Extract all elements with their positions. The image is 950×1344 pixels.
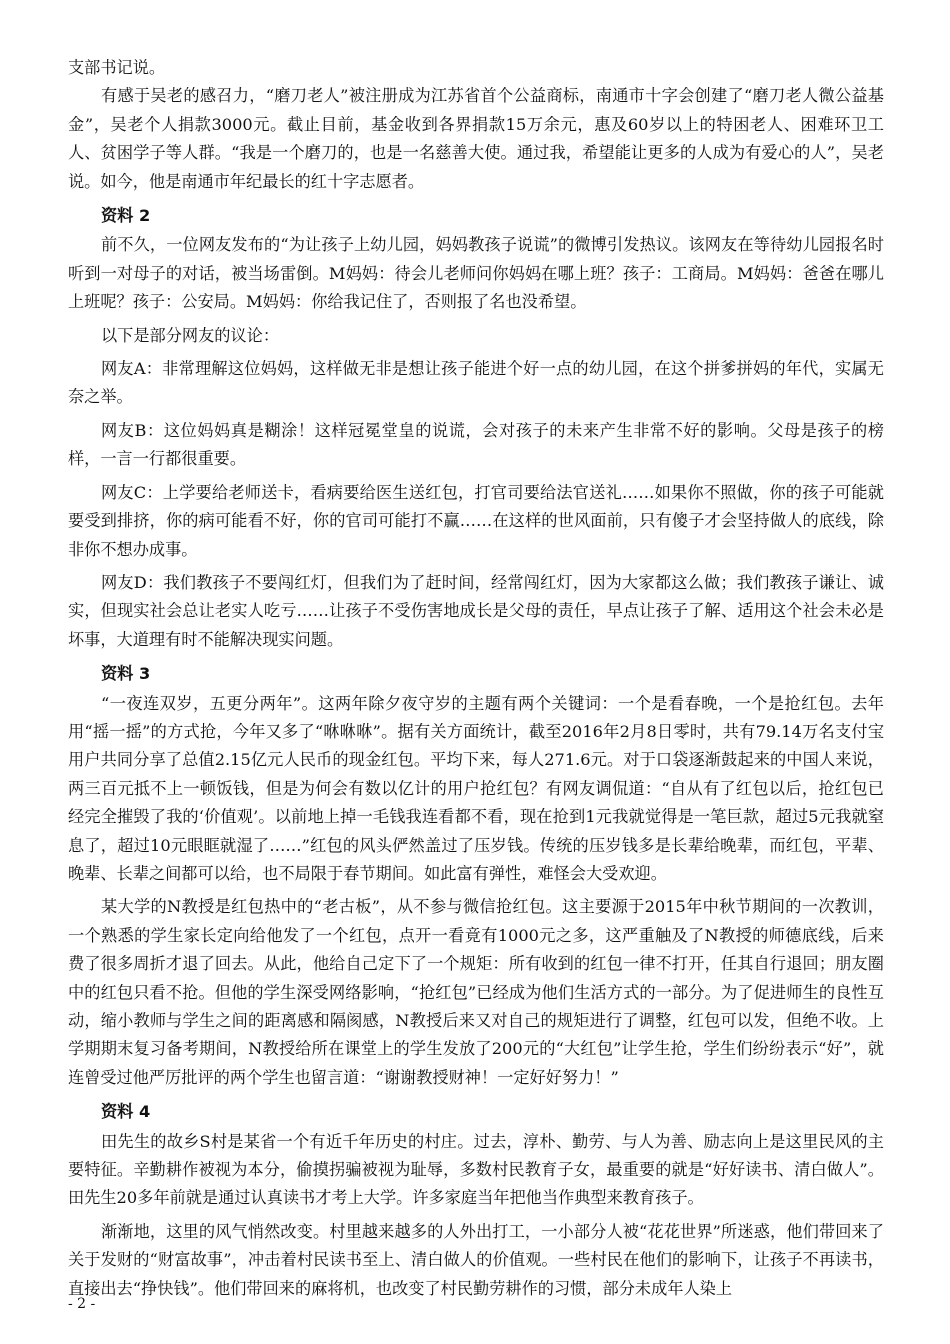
document-body: [68, 54, 884, 1303]
paragraph: 前不久，一位网友发布的“为让孩子上幼儿园，妈妈教孩子说谎”的微博引发热议。该网友在等待幼儿园报名时听到一对母子的对话，被当场雷倒。M妈妈：待会儿老师问你妈妈在哪上班？孩子：工商局。M妈妈：爸爸在哪儿上班呢？孩子：公安局。M妈妈：你给我记住了，否则报了名也没希望。: [68, 235, 884, 312]
section-heading: 资料 3: [101, 664, 151, 684]
paragraph: 网友C：上学要给老师送卡，看病要给医生送红包，打官司要给法官送礼……如果你不照做，你的孩子可能就要受到排挤，你的病可能看不好，你的官司可能打不赢……在这样的世风面前，只有傻子才会坚持做人的底线，除非你不想办成事。: [68, 482, 884, 559]
section-heading: 资料 4: [101, 1102, 151, 1122]
paragraph: 支部书记说。: [68, 58, 166, 77]
paragraph: 网友A：非常理解这位妈妈，这样做无非是想让孩子能进个好一点的幼儿园，在这个拼爹拼妈的年代，实属无奈之举。: [68, 359, 884, 407]
paragraph: “一夜连双岁，五更分两年”。这两年除夕夜守岁的主题有两个关键词：一个是看春晚，一个是抢红包。去年用“摇一摇”的方式抢，今年又多了“咻咻咻”。据有关方面统计，截至2016年2月8日零时，共有79.14万名支付宝用户共同分享了总值2.15亿元人民币的现金红包。平均下来，每人271.6元。对于口袋逐渐鼓起来的中国人来说，两三百元抵不上一顿饭钱，但是为何会有数以亿计的用户抢红包？有网友调侃道：“自从有了红包以后，抢红包已经完全摧毁了我的‘价值观’。以前地上掉一毛钱我连看都不看，现在抢到1元我就觉得是一笔巨款，超过5元我就窒息了，超过10元眼眶就湿了……”红包的风头俨然盖过了压岁钱。传统的压岁钱多是长辈给晚辈，而红包，平辈、晚辈、长辈之间都可以给，也不局限于春节期间。如此富有弹性，难怪会大受欢迎。: [68, 693, 884, 883]
paragraph: 网友D：我们教孩子不要闯红灯，但我们为了赶时间，经常闯红灯，因为大家都这么做；我们教孩子谦让、诚实，但现实社会总让老实人吃亏……让孩子不受伤害地成长是父母的责任，早点让孩子了解、适用这个社会未必是坏事，大道理有时不能解决现实问题。: [68, 572, 884, 649]
page-number: - 2 -: [68, 1296, 96, 1312]
section-heading: 资料 2: [101, 206, 151, 226]
paragraph: 网友B：这位妈妈真是糊涂！这样冠冕堂皇的说谎，会对孩子的未来产生非常不好的影响。父母是孩子的榜样，一言一行都很重要。: [68, 420, 884, 469]
paragraph: 某大学的N教授是红包热中的“老古板”，从不参与微信抢红包。这主要源于2015年中秋节期间的一次教训，一个熟悉的学生家长定向给他发了一个红包，点开一看竟有1000元之多，这严重触及了N教授的师德底线，后来费了很多周折才退了回去。从此，他给自己定下了一个规矩：所有收到的红包一律不打开，任其自行退回；朋友圈中的红包只看不抢。但他的学生深受网络影响，“抢红包”已经成为他们生活方式的一部分。为了促进师生的良性互动，缩小教师与学生之间的距离感和隔阂感，N教授后来又对自己的规矩进行了调整，红包可以发，但绝不收。上学期期末复习备考期间，N教授给所在课堂上的学生发放了200元的“大红包”让学生抢，学生们纷纷表示“好”，就连曾受过他严厉批评的两个学生也留言道：“谢谢教授财神！一定好好努力！”: [68, 897, 884, 1087]
paragraph: 有感于吴老的感召力，“磨刀老人”被注册成为江苏省首个公益商标，南通市十字会创建了“磨刀老人微公益基金”，吴老个人捐款3000元。截止目前，基金收到各界捐款15万余元，惠及60岁以上的特困老人、困难环卫工人、贫困学子等人群。“我是一个磨刀的，也是一名慈善大使。通过我，希望能让更多的人成为有爱心的人”，吴老说。如今，他是南通市年纪最长的红十字志愿者。: [68, 86, 884, 191]
paragraph: 渐渐地，这里的风气悄然改变。村里越来越多的人外出打工，一小部分人被“花花世界”所迷惑，他们带回来了关于发财的“财富故事”，冲击着村民读书至上、清白做人的价值观。一些村民在他们的影响下，让孩子不再读书，直接出去“挣快钱”。他们带回来的麻将机，也改变了村民勤劳耕作的习惯，部分未成年人染上: [68, 1221, 884, 1298]
paragraph: 以下是部分网友的议论：: [101, 325, 280, 345]
paragraph: 田先生的故乡S村是某省一个有近千年历史的村庄。过去，淳朴、勤劳、与人为善、励志向上是这里民风的主要特征。辛勤耕作被视为本分，偷摸拐骗被视为耻辱，多数村民教育子女，最重要的就是“好好读书、清白做人”。田先生20多年前就是通过认真读书才考上大学。许多家庭当年把他当作典型来教育孩子。: [68, 1131, 884, 1208]
